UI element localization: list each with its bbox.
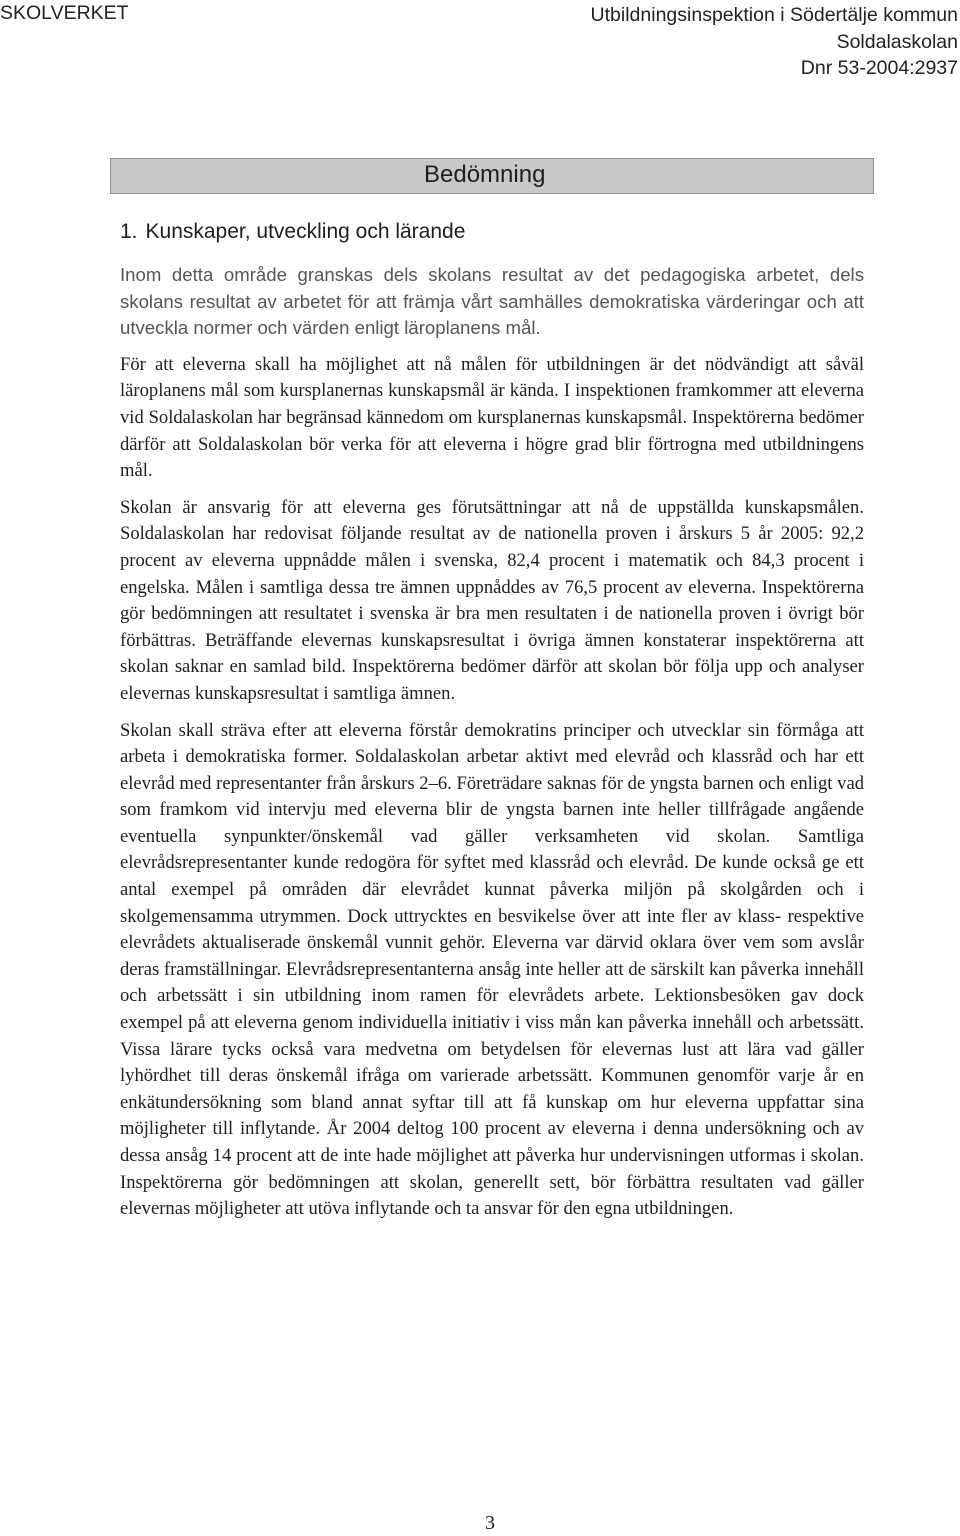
paragraph-results: Skolan är ansvarig för att eleverna ges förutsättningar att nå de uppställda kunskapsmålen. Soldalaskolan har redovisat följande resultat av de nationella proven i årskurs 5 år 2005: 92,2 procent av eleverna uppnådde målen i svenska, 82,4 procent i matematik och 84,3 procent i engelska. Målen i samtliga dessa tre ämnen uppnåddes av 76,5 procent av eleverna. Inspektörerna gör bedömningen att resultatet i svenska är bra men resultaten i de nationella proven i övrigt bör förbättras. Beträffande elevernas kunskapsresultat i övriga ämnen konstaterar inspektörerna att skolan saknar en samlad bild. Inspektörerna bedömer därför att skolan bör följa upp och analyser elevernas kunskapsresultat i samtliga ämnen. bbox=[120, 496, 864, 704]
paragraph-goals: För att eleverna skall ha möjlighet att nå målen för utbildningen är det nödvändigt att såväl läroplanens mål som kursplanernas kunskapsmål är kända. I inspektionen framkommer att eleverna vid Soldalaskolan har begränsad kännedom om kursplanernas kunskapsmål. Inspektörerna bedömer därför att Soldalaskolan bör verka för att eleverna i högre grad blir förtrogna med utbildningens mål. bbox=[120, 353, 864, 482]
header-school: Soldalaskolan bbox=[836, 30, 958, 53]
intro-paragraph: Inom detta område granskas dels skolans resultat av det pedagogiska arbetet, dels skolans resultat av arbetet för att främja vårt samhälles demokratiska värderingar och att utveckla normer och värden enligt läroplanens mål. bbox=[120, 264, 864, 339]
header-org: SKOLVERKET bbox=[0, 2, 129, 24]
section-heading bbox=[120, 220, 473, 244]
page-number: 3 bbox=[485, 1512, 495, 1534]
header-dnr: Dnr 53-2004:2937 bbox=[800, 57, 958, 79]
header-meta bbox=[591, 2, 958, 82]
section-title: Kunskaper, utveckling och lärande bbox=[145, 220, 466, 243]
paragraph-democracy: Skolan skall sträva efter att eleverna förstår demokratins principer och utvecklar sin förmåga att arbeta i demokratiska former. Soldalaskolan arbetar aktivt med elevråd och klassråd och har ett elevråd med representanter från årskurs 2–6. Företrädare saknas för de yngsta barnen och enligt vad som framkom vid intervju med eleverna blir de yngsta barnen inte heller tillfrågade angående eventuella synpunkter/önskemål vad gäller verksamheten vid skolan. Samtliga elevrådsrepresentanter kunde redogöra för syftet med klassråd och elevråd. De kunde också ge ett antal exempel på områden där elevrådet kunnat påverka miljön på skolgården och i skolgemensamma utrymmen. Dock uttrycktes en besvikelse över att inte fler av klass- respektive elevrådets aktualiserade önskemål vunnit gehör. Eleverna var därvid oklara över vem som avslår deras framställningar. Elevrådsrepresentanterna ansåg inte heller att de särskilt kan påverka innehåll och arbetssätt i sin utbildning inom ramen för elevrådets arbete. Lektionsbesöken gav dock exempel på att eleverna genom individuella initiativ i viss mån kan påverka innehåll och arbetssätt. Vissa lärare tycks också vara medvetna om betydelsen för elevernas lust att lära vad gäller lyhördhet till deras önskemål ifråga om varierade arbetssätt. Kommunen genomför varje år en enkätundersökning som bland annat syftar till att få kunskap om hur eleverna uppfattar sina möjligheter till inflytande. År 2004 deltog 100 procent av eleverna i denna undersökning och av dessa ansåg 14 procent att de inte hade möjlighet att påverka hur undervisningen utformas i skolan. Inspektörerna gör bedömningen att skolan, generellt sett, bör förbättra resultaten vad gäller elevernas möjligheter att utöva inflytande och ta ansvar för den egna utbildningen. bbox=[120, 719, 864, 1220]
header-inspection: Utbildningsinspektion i Södertälje kommun bbox=[590, 4, 958, 26]
section-number: 1. bbox=[120, 220, 138, 243]
body-text bbox=[120, 262, 864, 1233]
assessment-banner-label: Bedömning bbox=[424, 161, 546, 188]
